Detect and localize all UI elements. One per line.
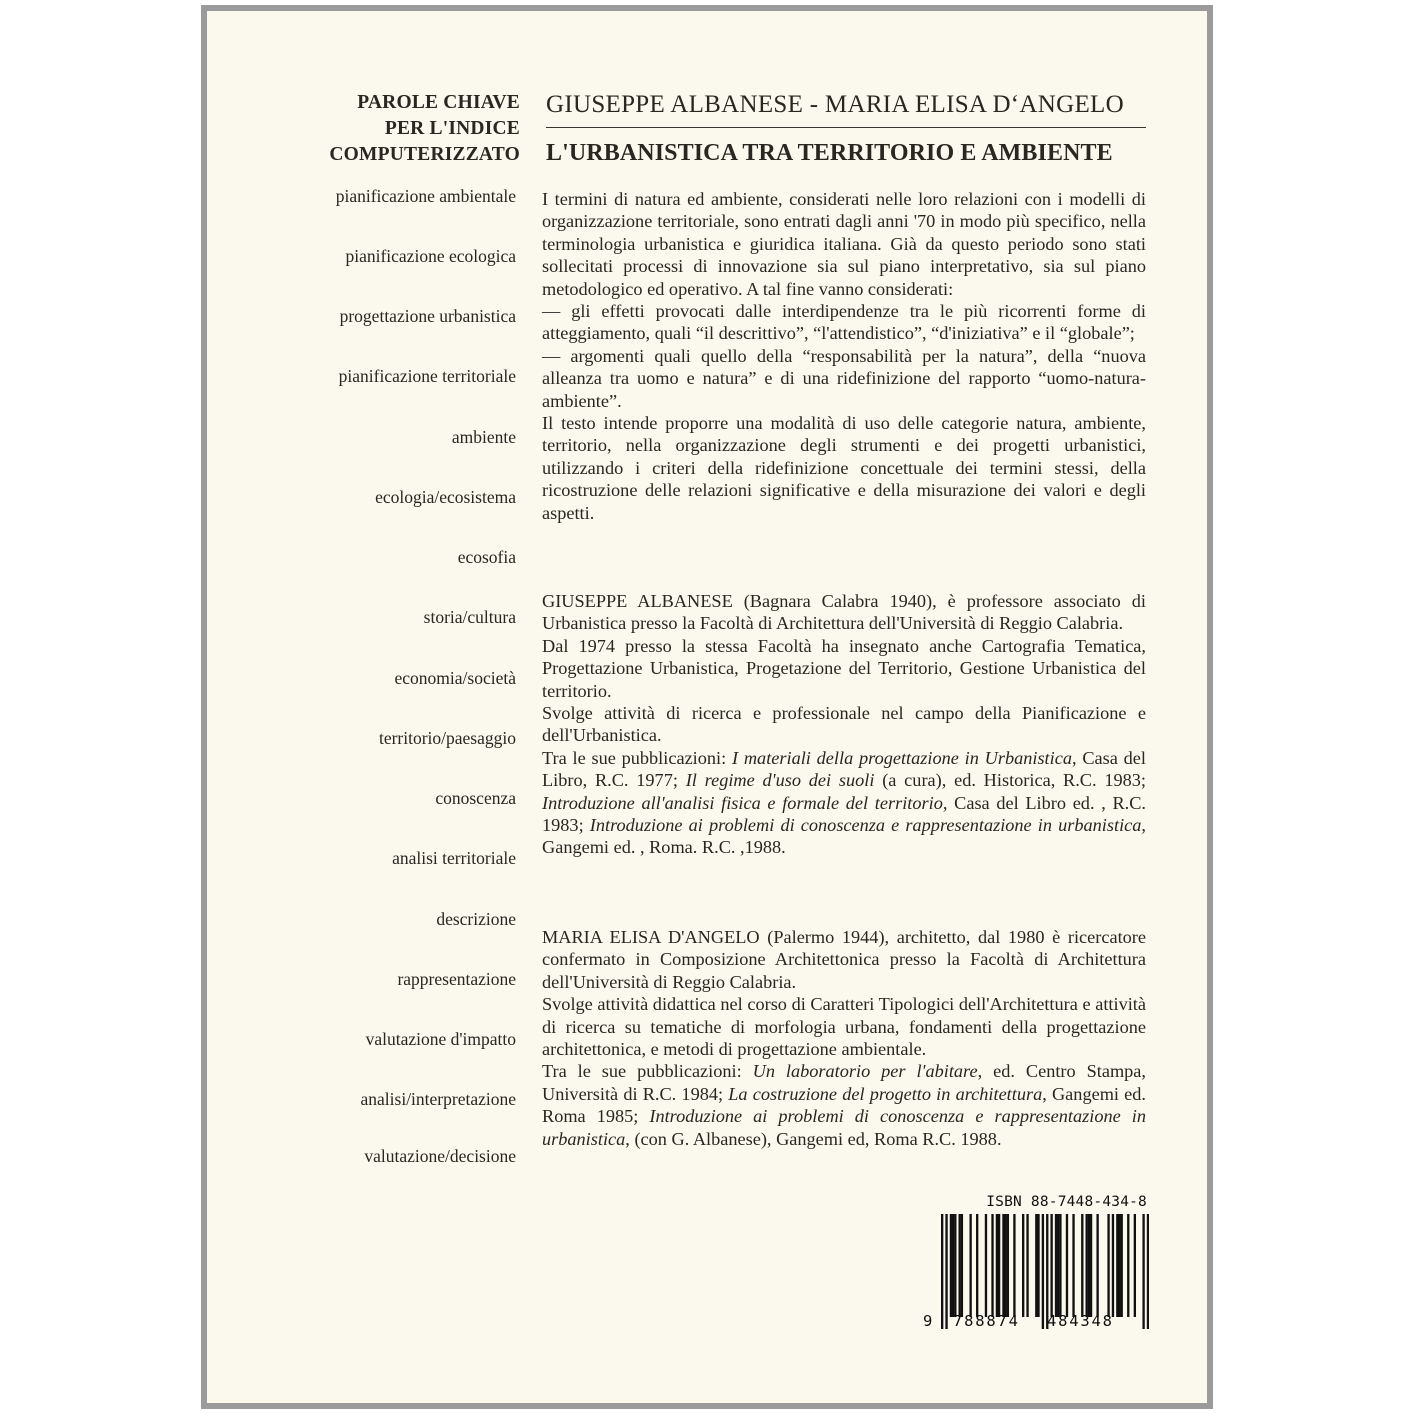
keyword-item: territorio/paesaggio — [378, 728, 516, 748]
ean-right-group: 484348 — [1047, 1312, 1114, 1330]
keyword-item: valutazione/decisione — [364, 1146, 516, 1166]
barcode-bar — [1013, 1214, 1015, 1317]
keyword-item: rappresentazione — [397, 969, 516, 989]
barcode-bar — [1037, 1214, 1039, 1317]
keyword-item: economia/società — [394, 668, 516, 688]
publication-title: Introduzione ai problemi di conoscenza e rappresentazione in urbanistica — [542, 1106, 1146, 1149]
bio-dangelo-publications — [542, 1060, 1146, 1150]
barcode-bar — [1096, 1214, 1098, 1317]
keyword-item: analisi territoriale — [392, 848, 516, 868]
barcode-bar — [952, 1214, 954, 1317]
keyword-item: valutazione d'impatto — [365, 1029, 516, 1049]
publication-details: , (con G. Albanese), Gangemi ed, Roma R.C. 1988. — [625, 1128, 1002, 1149]
isbn-barcode-block — [923, 1194, 1149, 1334]
keywords-heading-line-3: COMPUTERIZZATO — [329, 144, 520, 165]
barcode-bar — [1134, 1214, 1136, 1317]
keyword-item: storia/cultura — [423, 607, 516, 627]
barcode-bar — [1050, 1214, 1052, 1317]
barcode-bar — [991, 1214, 993, 1317]
abstract — [542, 188, 1146, 524]
bio-albanese — [542, 590, 1146, 859]
bio-albanese-publications — [542, 747, 1146, 859]
publication-title: La costruzione del progetto in architettura — [728, 1083, 1043, 1104]
barcode-bar — [1066, 1214, 1068, 1317]
keyword-item: descrizione — [436, 909, 516, 929]
bio-dangelo — [542, 926, 1146, 1150]
publication-title: Introduzione all'analisi fisica e formale del territorio — [542, 792, 943, 813]
keyword-item: pianificazione ambientale — [335, 186, 516, 206]
barcode-bar — [1107, 1214, 1109, 1317]
title-divider — [546, 127, 1146, 128]
barcode-bar — [950, 1214, 952, 1317]
barcode-bar — [1086, 1214, 1088, 1317]
keywords-heading-line-1: PAROLE CHIAVE — [357, 92, 520, 113]
publication-title: Introduzione ai problemi di conoscenza e rappresentazione in urbanistica — [589, 815, 1142, 836]
barcode-bar — [1118, 1214, 1120, 1317]
barcode-bar — [1127, 1214, 1129, 1317]
keyword-item: analisi/interpretazione — [360, 1089, 516, 1109]
barcode-bar — [1035, 1214, 1037, 1317]
publication-title: Un laboratorio per l'abitare — [752, 1061, 978, 1082]
barcode-bar — [941, 1214, 943, 1329]
keyword-item: ecologia/ecosistema — [375, 487, 516, 507]
authors-line: GIUSEPPE ALBANESE - MARIA ELISA D‘ANGELO — [546, 91, 1124, 118]
publication-details: , Gangemi ed. Roma 1985; — [542, 1083, 1146, 1127]
publication-details: (a cura), ed. Historica, R.C. 1983; — [882, 770, 1146, 791]
bio-albanese-intro: GIUSEPPE ALBANESE (Bagnara Calabra 1940), è professore associato di Urbanistica presso la Facoltà di Architettura dell'Università di Reggio Calabria. — [542, 591, 1146, 634]
barcode-bar — [959, 1214, 961, 1317]
barcode-bar — [1081, 1214, 1083, 1317]
barcode-bar — [1057, 1214, 1059, 1317]
bio-dangelo-teaching: Svolge attività didattica nel corso di Caratteri Tipologici dell'Architettura e attività di ricerca su tematiche di morfologia urbana, fondamenti della progettazione architettonica, e metodi di progettazione ambientale. — [542, 994, 1146, 1060]
barcode-bar — [1112, 1214, 1114, 1317]
book-title: L'URBANISTICA TRA TERRITORIO E AMBIENTE — [546, 140, 1113, 166]
barcode-bar — [998, 1214, 1000, 1317]
barcode-bar — [1072, 1214, 1074, 1317]
abstract-closing: Il testo intende proporre una modalità di uso delle categorie natura, ambiente, territorio, nella organizzazione degli strumenti e dei progetti urbanistici, utilizzando i criteri della ridefinizione concettuale dei termini stessi, della ricostruzione delle relazioni significative e della misurazione dei valori e degli aspetti. — [542, 413, 1146, 523]
barcode-bar — [996, 1214, 998, 1317]
barcode-bar — [1042, 1214, 1044, 1329]
barcode-bar — [1007, 1214, 1009, 1317]
barcode-bar — [1055, 1214, 1057, 1317]
isbn-label: ISBN 88-7448-434-8 — [986, 1194, 1147, 1210]
barcode-bar — [954, 1214, 956, 1317]
bio-albanese-research: Svolge attività di ricerca e professionale nel campo della Pianificazione e dell'Urbanistica. — [542, 703, 1146, 746]
barcode-bar — [1004, 1214, 1006, 1317]
pubs-lead: Tra le sue pubblicazioni: — [542, 747, 727, 768]
barcode-bar — [1059, 1214, 1061, 1317]
publication-title: I materiali della progettazione in Urbanistica — [731, 747, 1072, 768]
barcode-bar — [1002, 1214, 1004, 1317]
publication-details: , Casa del Libro, R.C. 1977; — [542, 747, 1146, 791]
barcode-bar — [945, 1214, 947, 1329]
bio-albanese-teaching: Dal 1974 presso la stessa Facoltà ha insegnato anche Cartografia Tematica, Progettazione Urbanistica, Progetazione del Territorio, Gestione Urbanistica del territorio. — [542, 635, 1146, 701]
barcode-bar — [1090, 1214, 1092, 1317]
keyword-item: ambiente — [451, 427, 516, 447]
barcode-bar — [1022, 1214, 1024, 1317]
barcode-bar — [1121, 1214, 1123, 1317]
barcode-bar — [976, 1214, 978, 1317]
publication-title: Il regime d'uso dei suoli — [685, 770, 875, 791]
keywords-column — [207, 11, 520, 1403]
barcode-bar — [985, 1214, 987, 1317]
abstract-point-2: — argomenti quali quello della “responsabilità per la natura”, della “nuova alleanza tra uomo e natura” e di una ridefinizione del rapporto “uomo-natura-ambiente”. — [542, 345, 1146, 411]
pubs-lead: Tra le sue pubblicazioni: — [542, 1061, 742, 1082]
publication-details: , Casa del Libro ed. , R.C. 1983; — [542, 792, 1147, 836]
bio-dangelo-intro: MARIA ELISA D'ANGELO (Palermo 1944), architetto, dal 1980 è ricercatore confermato in Composizione Architettonica presso la Facoltà di Architettura dell'Università di Reggio Calabria. — [542, 927, 1146, 992]
abstract-intro: I termini di natura ed ambiente, considerati nelle loro relazioni con i modelli di organizzazione territoriale, sono entrati dagli anni '70 in modo più specifico, nella terminologia urbanistica e giuridica italiana. Già da questo periodo sono stati sollecitati processi di innovazione sia sul piano interpretativo, sia sul piano metodologico ed operativo. A tal fine vanno considerati: — [542, 189, 1146, 299]
keywords-heading-line-2: PER L'INDICE — [384, 118, 520, 139]
keyword-item: progettazione urbanistica — [339, 306, 516, 326]
abstract-point-1: — gli effetti provocati dalle interdipendenze tra le più ricorrenti forme di atteggiamento, quali “il descrittivo”, “l'attendistico”, “d'iniziativa” e il “globale”; — [542, 301, 1146, 344]
keyword-item: conoscenza — [435, 788, 516, 808]
keyword-item: ecosofia — [457, 547, 516, 567]
book-back-cover — [201, 5, 1213, 1409]
barcode-bar — [961, 1214, 963, 1317]
barcode-bar — [969, 1214, 971, 1317]
publication-details: , ed. Centro Stampa, Università di R.C. 1984; — [542, 1061, 1146, 1104]
publication-details: , Gangemi ed. , Roma. R.C. ,1988. — [542, 815, 1146, 858]
barcode-bar — [1147, 1214, 1149, 1329]
keyword-item: pianificazione ecologica — [345, 246, 516, 266]
barcode-bar — [1116, 1214, 1118, 1317]
ean-left-group: 788874 — [953, 1312, 1020, 1330]
ean-first-digit: 9 — [923, 1312, 933, 1330]
keyword-item: pianificazione territoriale — [338, 366, 516, 386]
barcode-bar — [1088, 1214, 1090, 1317]
barcode-bar — [1026, 1214, 1028, 1317]
barcode-bar — [1142, 1214, 1144, 1329]
